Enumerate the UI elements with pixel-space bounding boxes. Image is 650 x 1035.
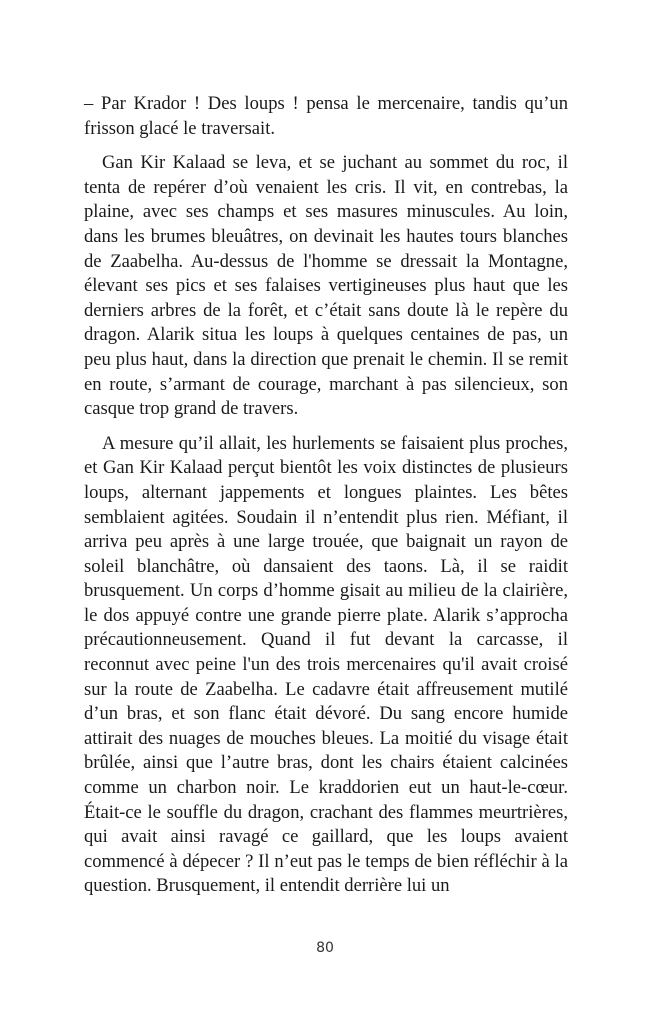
body-text — [84, 92, 568, 899]
paragraph-1: – Par Krador ! Des loups ! pensa le mercenaire, tandis qu’un frisson glacé le traversait. — [84, 93, 568, 139]
paragraph-3: A mesure qu’il allait, les hurlements se faisaient plus proches, et Gan Kir Kalaad perçut bientôt les voix distinctes de plusieurs loups, alternant jappements et longues plaintes. Les bêtes semblaient agitées. Soudain il n’entendit plus rien. Méfiant, il arriva peu après à une large trouée, que baignait un rayon de soleil blanchâtre, où dansaient des taons. Là, il se raidit brusquement. Un corps d’homme gisait au milieu de la clairière, le dos appuyé contre une grande pierre plate. Alarik s’approcha précautionneusement. Quand il fut devant la carcasse, il reconnut avec peine l'un des trois mercenaires qu'il avait croisé sur la route de Zaabelha. Le cadavre était affreusement mutilé d’un bras, et son flanc était dévoré. Du sang encore humide attirait des nuages de mouches bleues. La moitié du visage était brûlée, ainsi que l’autre bras, dont les chairs étaient calcinées comme un charbon noir. Le kraddorien eut un haut-le-cœur. Était-ce le souffle du dragon, crachant des flammes meurtrières, qui avait ainsi ravagé ce gaillard, que les loups avaient commencé à dépecer ? Il n’eut pas le temps de bien réfléchir à la question. Brusquement, il entendit derrière lui un — [84, 432, 568, 897]
page-number: 80 — [316, 940, 334, 956]
paragraph-2: Gan Kir Kalaad se leva, et se juchant au sommet du roc, il tenta de repérer d’où venaient les cris. Il vit, en contrebas, la plaine, avec ses champs et ses masures minuscules. Au loin, dans les brumes bleuâtres, on devinait les hautes tours blanches de Zaabelha. Au-dessus de l'homme se dressait la Montagne, élevant ses pics et ses falaises vertigineuses plus haut que les derniers arbres de la forêt, et c’était sans doute là le repère du dragon. Alarik situa les loups à quelques centaines de pas, un peu plus haut, dans la direction que prenait le chemin. Il se remit en route, s’armant de courage, marchant à pas silencieux, son casque trop grand de travers. — [84, 152, 568, 420]
